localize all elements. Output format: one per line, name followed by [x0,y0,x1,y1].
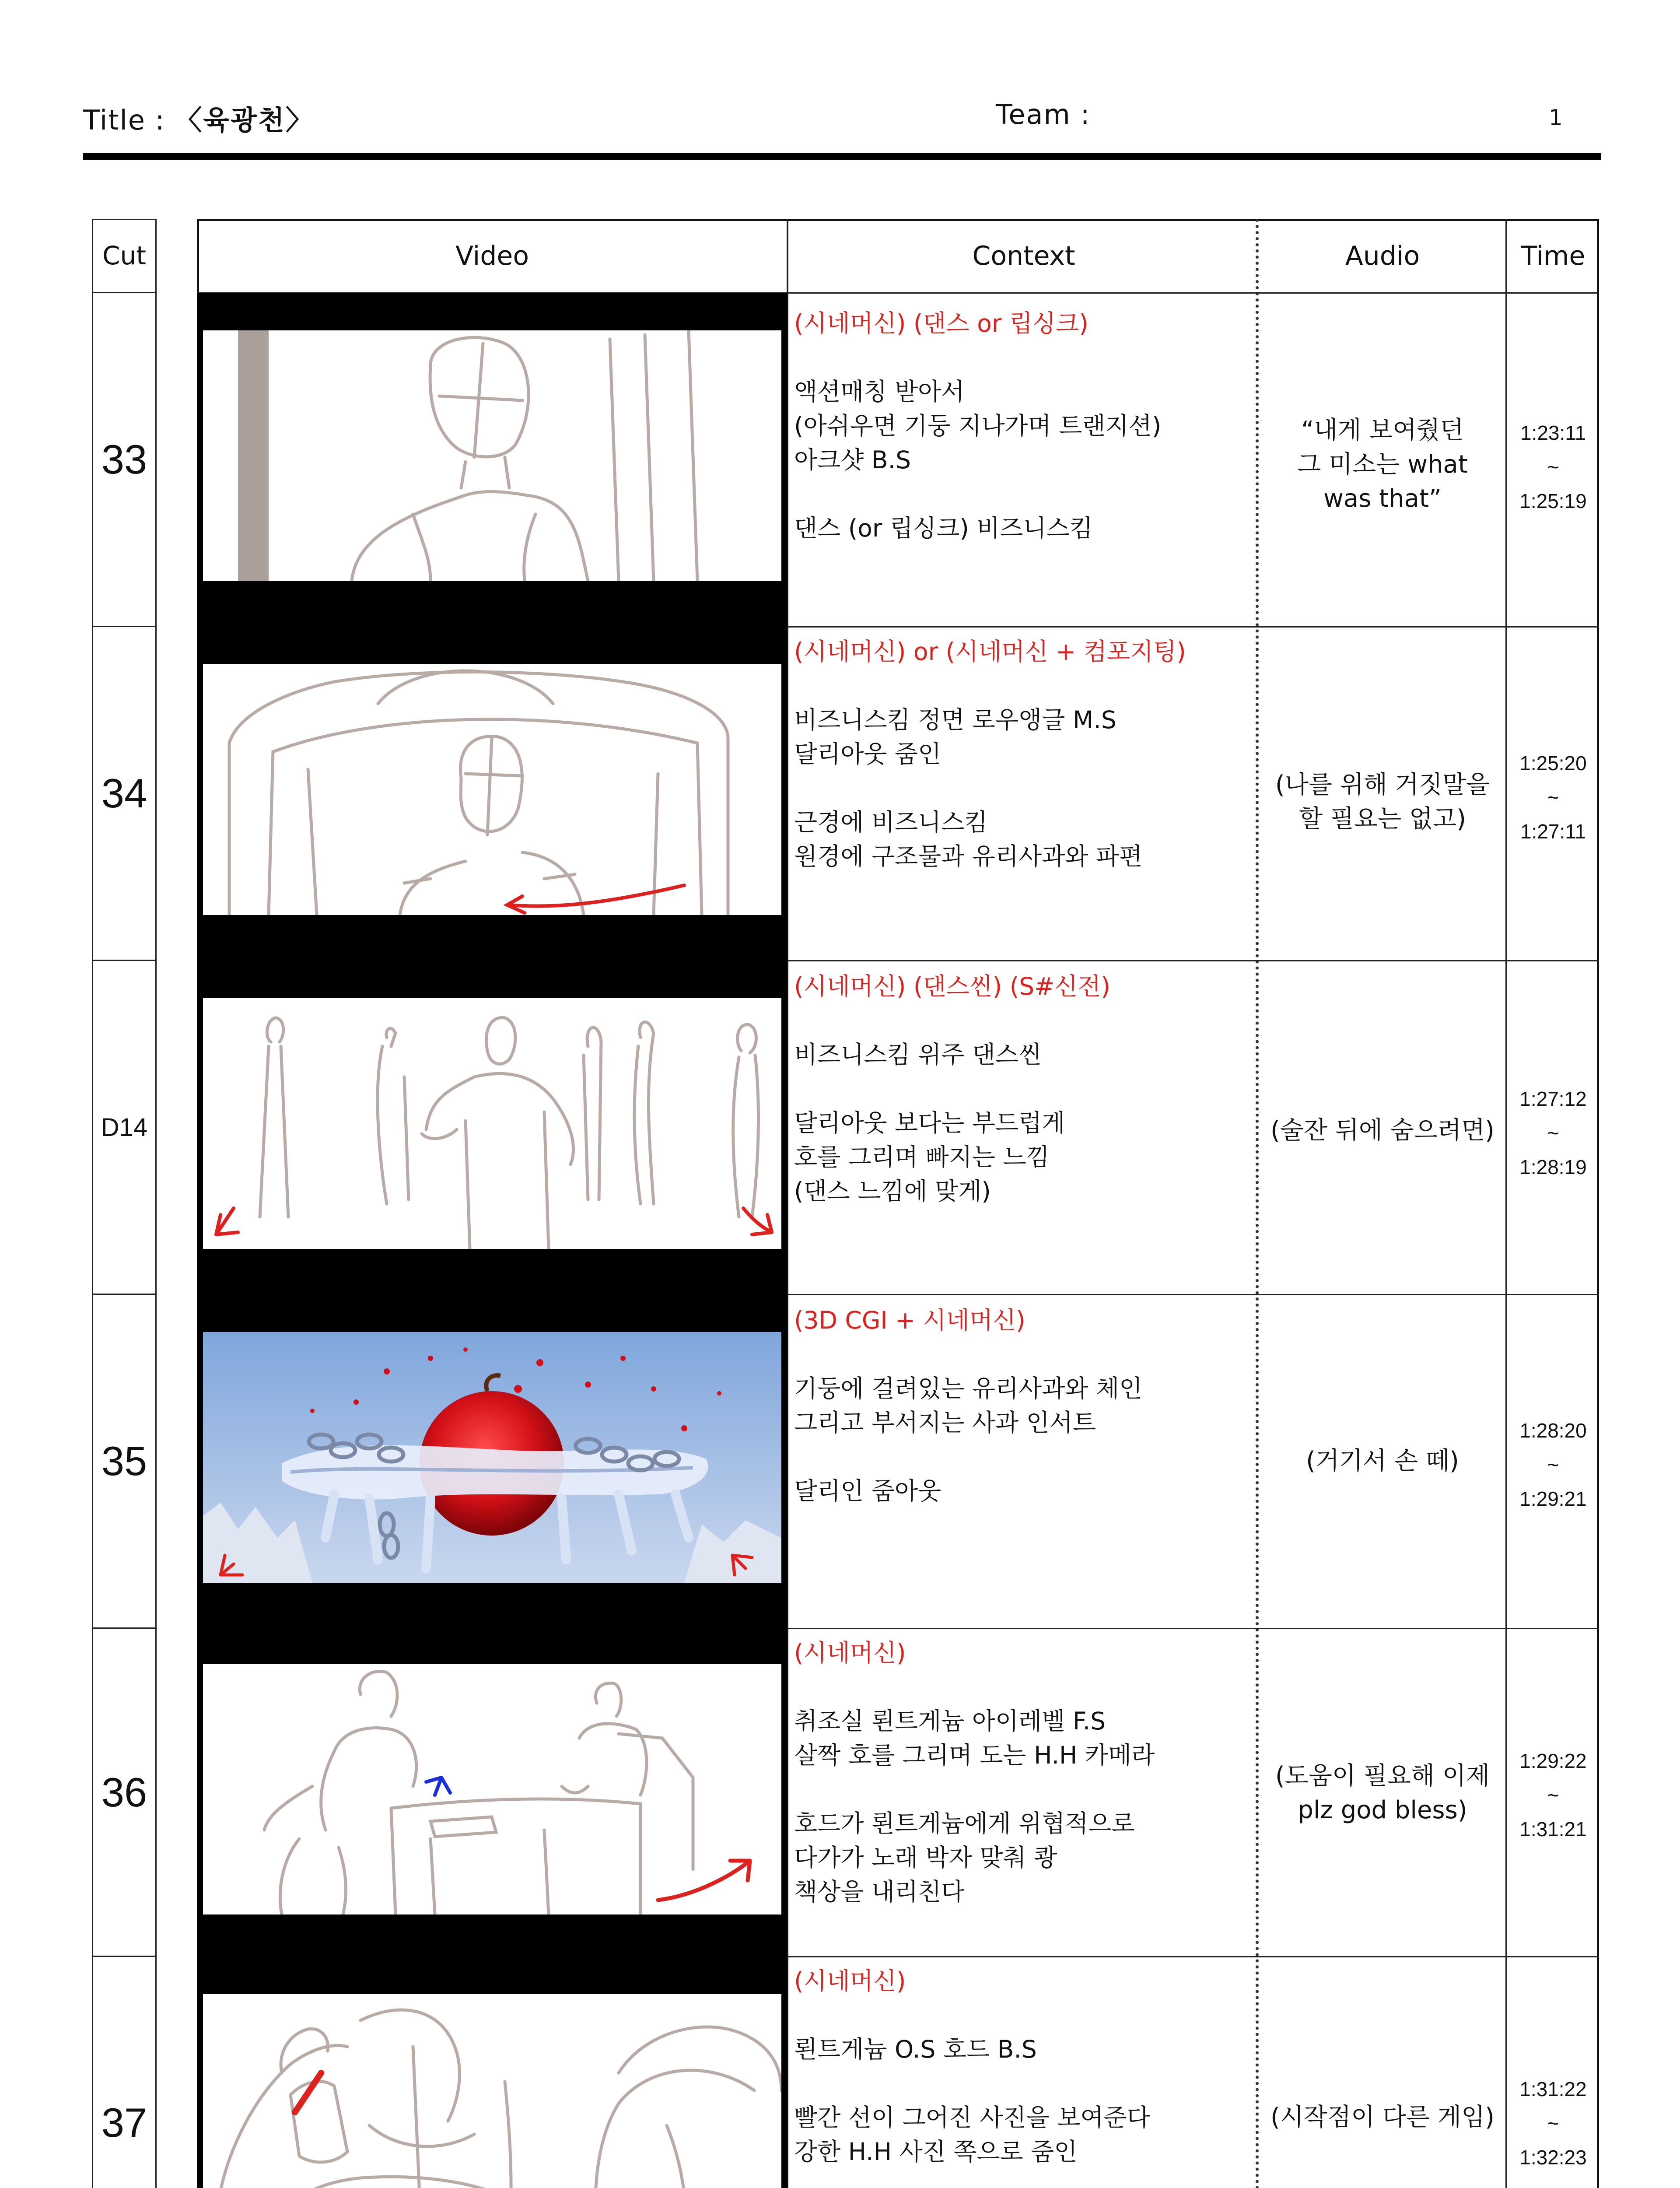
time-start: 1:29:22 [1519,1750,1587,1772]
video-column-header: Video [455,241,529,271]
row-divider [787,626,1599,628]
context-line: 근경에 비즈니스킴 [794,808,988,836]
time-end: 1:32:23 [1519,2146,1587,2169]
context-line: 빨간 선이 그어진 사진을 보여준다 [794,2104,1150,2132]
audio-line: was that” [1323,484,1442,513]
audio-line: 할 필요는 없고) [1298,805,1466,833]
time-separator: ~ [1547,456,1559,478]
time-end: 1:27:11 [1520,820,1586,843]
video-frame [197,1629,788,1957]
title-value: 〈육광천〉 [175,104,314,136]
context-line: 책상을 내리친다 [794,1878,965,1906]
context-line: 다가가 노래 박자 맞춰 쾅 [794,1844,1057,1872]
title-field [83,98,314,137]
time-separator: ~ [1547,786,1559,809]
video-frame [197,627,788,961]
cut-number: 37 [101,2100,147,2146]
context-line: 댄스 (or 립싱크) 비즈니스킴 [794,514,1093,542]
context-line: 취조실 뢴트게늄 아이레벨 F.S [794,1707,1106,1735]
time-cell [1507,746,1599,849]
context-line: 달리아웃 줌인 [794,740,942,768]
context-line: (아쉬우면 기둥 지나가며 트랜지션) [794,412,1162,440]
context-tag: (시네머신) [794,1967,906,1995]
time-start: 1:27:12 [1519,1087,1587,1110]
row-divider [787,960,1599,961]
audio-line: plz god bless) [1298,1796,1467,1824]
cut-number: D14 [92,961,157,1295]
audio-line: 그 미소는 what [1297,450,1468,479]
time-cell [1507,1744,1599,1846]
time-start: 1:31:22 [1519,2078,1587,2100]
context-line: 그리고 부서지는 사과 인서트 [794,1409,1096,1437]
row-divider [787,1956,1599,1957]
time-separator: ~ [1547,1122,1559,1144]
cut-column-header: Cut [92,219,157,293]
row-divider [787,1628,1599,1629]
time-start: 1:23:11 [1520,421,1586,444]
header-rule [83,153,1601,160]
audio-column-header: Audio [1345,241,1420,271]
sketch-arcshot [203,330,781,581]
time-cell [1507,1082,1599,1184]
title-label: Title : [83,104,165,136]
dotted-divider [1256,219,1259,2188]
cut-number: 33 [92,293,157,627]
context-tag: (시네머신) [794,1639,906,1667]
audio-line: (시작점이 다른 게임) [1270,2103,1495,2132]
audio-cell [1260,1444,1505,1478]
time-separator: ~ [1547,1784,1559,1806]
cut-number: 36 [92,1629,157,1957]
audio-line: “내게 보여줬던 [1301,416,1464,445]
sketch-lowangle [203,664,781,915]
time-separator: ~ [1547,2112,1559,2135]
time-cell [1507,1413,1599,1516]
context-column-header: Context [972,241,1075,271]
context-cell [794,1303,1249,1508]
cut-number: 35 [92,1295,157,1629]
context-cell [794,1636,1249,1909]
context-tag: (3D CGI + 시네머신) [794,1306,1026,1334]
audio-cell [1260,1114,1505,1148]
context-cell [794,1964,1249,2169]
row-divider [787,1294,1599,1295]
audio-line: (나를 위해 거짓말을 [1275,771,1490,799]
painted-glass-apple [203,1332,781,1583]
time-end: 1:31:21 [1519,1818,1587,1841]
context-cell [794,969,1249,1208]
time-start: 1:28:20 [1519,1419,1587,1442]
context-tag: (시네머신) or (시네머신 + 컴포지팅) [794,638,1186,666]
time-end: 1:29:21 [1519,1487,1587,1510]
time-cell [1507,416,1599,518]
context-line: 비즈니스킴 위주 댄스씬 [794,1041,1042,1069]
video-frame [197,1957,788,2188]
context-line: 아크샷 B.S [794,446,911,474]
video-frame [197,293,788,627]
context-line: 달리인 줌아웃 [794,1477,942,1505]
sketch-dancescene [203,998,781,1249]
page-number: 1 [1549,105,1564,130]
time-column-header: Time [1521,241,1586,271]
context-line: 기둥에 걸려있는 유리사과와 체인 [794,1375,1143,1403]
video-frame [197,961,788,1295]
time-separator: ~ [1547,1453,1559,1476]
context-line: 비즈니스킴 정면 로우앵글 M.S [794,706,1116,734]
context-tag: (시네머신) (댄스씬) (S#신전) [794,972,1110,1000]
time-cell [1507,2072,1599,2174]
context-line: 달리아웃 보다는 부드럽게 [794,1109,1065,1137]
context-line: 액션매칭 받아서 [794,378,965,406]
cut-number: 34 [92,627,157,961]
context-cell [794,635,1249,873]
sketch-photo-reveal [203,1994,781,2188]
sketch-interrogation [203,1664,781,1914]
audio-cell [1260,1759,1505,1827]
row-divider [787,292,1599,294]
audio-cell [1260,2100,1505,2135]
time-start: 1:25:20 [1519,752,1587,775]
audio-cell [1260,768,1505,836]
audio-line: (술잔 뒤에 숨으려면) [1270,1116,1495,1145]
audio-line: (도움이 필요해 이제 [1275,1762,1490,1790]
audio-line: (거기서 손 떼) [1306,1447,1459,1475]
context-line: 호드가 뢴트게늄에게 위협적으로 [794,1809,1135,1837]
team-label: Team : [996,98,1091,130]
time-end: 1:25:19 [1519,490,1587,512]
time-end: 1:28:19 [1519,1156,1587,1178]
context-line: (댄스 느낌에 맞게) [794,1177,991,1205]
context-line: 호를 그리며 빠지는 느낌 [794,1143,1050,1171]
context-line: 원경에 구조물과 유리사과와 파편 [794,842,1143,870]
context-line: 살짝 호를 그리며 도는 H.H 카메라 [794,1741,1155,1769]
context-line: 강한 H.H 사진 쪽으로 줌인 [794,2138,1078,2166]
context-line: 뢴트게늄 O.S 호드 B.S [794,2035,1037,2063]
context-cell [794,306,1249,545]
video-frame [197,1295,788,1629]
context-tag: (시네머신) (댄스 or 립싱크) [794,309,1088,337]
audio-cell [1260,414,1505,516]
